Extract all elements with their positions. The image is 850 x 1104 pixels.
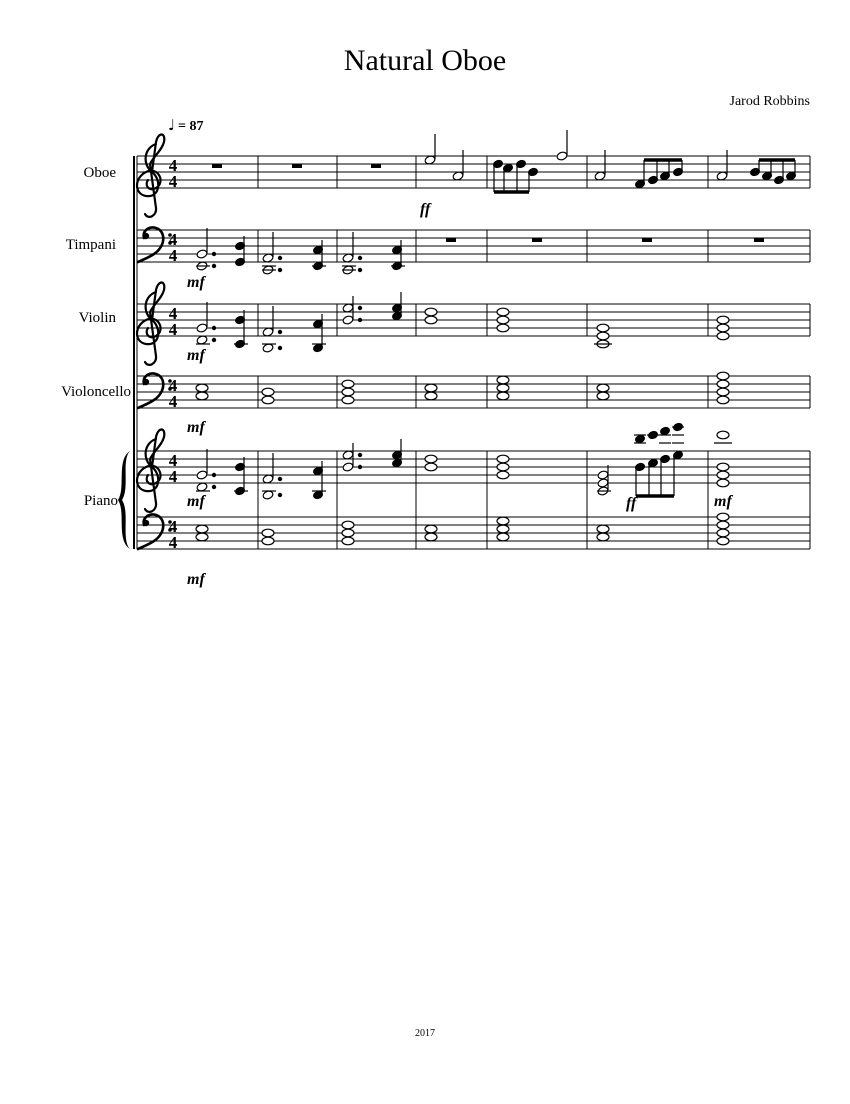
- piano-brace: [118, 451, 130, 549]
- note-whole: [717, 396, 729, 404]
- note-half: [597, 478, 609, 488]
- note-whole: [342, 529, 354, 537]
- note-eighth: [635, 434, 646, 443]
- treble-clef-icon-oboe: [137, 135, 164, 217]
- note-whole: [717, 521, 729, 529]
- note-half: [342, 315, 354, 325]
- note-whole: [425, 463, 437, 471]
- note-whole: [597, 384, 609, 392]
- note-whole: [342, 388, 354, 396]
- time-sig-top: 4: [168, 517, 178, 536]
- note-whole: [717, 463, 729, 471]
- treble-clef-icon-piano: [137, 430, 164, 512]
- note-whole: [717, 529, 729, 537]
- note-whole: [597, 324, 609, 332]
- note-whole: [497, 533, 509, 541]
- note-whole: [342, 380, 354, 388]
- piano-bass-notes: [196, 513, 729, 545]
- instrument-label-violoncello: Violoncello: [61, 384, 131, 400]
- note-whole: [717, 316, 729, 324]
- time-sig-top: 4: [168, 304, 178, 323]
- whole-rest: [446, 238, 456, 242]
- tempo-note-icon: ♩: [168, 116, 176, 134]
- note-whole: [717, 388, 729, 396]
- violin-notes: [196, 292, 729, 353]
- note-whole: [262, 388, 274, 396]
- note-whole: [497, 463, 509, 471]
- note-whole: [497, 384, 509, 392]
- note-whole: [342, 521, 354, 529]
- note-whole: [717, 471, 729, 479]
- note-whole: [425, 308, 437, 316]
- time-sig-top: 4: [168, 451, 178, 470]
- note-whole: [425, 455, 437, 463]
- note-whole: [717, 324, 729, 332]
- footer-year: 2017: [415, 1028, 435, 1039]
- note-whole: [425, 392, 437, 400]
- note-whole: [425, 384, 437, 392]
- treble-clef-icon-violin: [137, 283, 164, 365]
- oboe-rests: [212, 164, 381, 168]
- note-whole: [717, 380, 729, 388]
- whole-rest: [212, 164, 222, 168]
- cello-notes: [196, 372, 729, 404]
- note-whole: [497, 392, 509, 400]
- whole-rest: [292, 164, 302, 168]
- dynamic-mark: mf: [714, 493, 732, 510]
- dynamic-mark: mf: [187, 493, 205, 510]
- bass-clef-icon-piano: [138, 514, 172, 549]
- note-whole: [497, 455, 509, 463]
- note-half: [196, 249, 208, 259]
- instrument-label-oboe: Oboe: [83, 165, 116, 181]
- dynamic-mark: mf: [187, 274, 205, 291]
- note-whole: [497, 525, 509, 533]
- score-title: Natural Oboe: [343, 44, 507, 77]
- note-whole: [497, 376, 509, 384]
- note-whole: [717, 479, 729, 487]
- instrument-label-piano: Piano: [83, 493, 118, 509]
- piano-treble-notes: [196, 422, 732, 500]
- instrument-label-violin: Violin: [78, 310, 116, 326]
- whole-rest: [642, 238, 652, 242]
- dynamic-mark: ff: [626, 495, 637, 512]
- time-sig-bottom: 4: [168, 246, 178, 265]
- note-half: [556, 151, 568, 161]
- note-whole: [425, 316, 437, 324]
- note-half: [196, 323, 208, 333]
- note-whole: [717, 372, 729, 380]
- time-signatures: [169, 156, 178, 552]
- piano-bass-staff: [137, 517, 810, 549]
- note-whole: [497, 308, 509, 316]
- bass-clef-icon-timpani: [138, 227, 172, 262]
- time-sig-top: 4: [168, 376, 178, 395]
- note-whole: [262, 537, 274, 545]
- note-whole: [342, 537, 354, 545]
- note-whole: [717, 513, 729, 521]
- note-whole: [497, 517, 509, 525]
- oboe-staff: [137, 156, 810, 188]
- time-sig-bottom: 4: [168, 533, 178, 552]
- dynamic-mark: mf: [187, 419, 205, 436]
- time-sig-top: 4: [168, 230, 178, 249]
- note-whole: [717, 332, 729, 340]
- note-whole: [342, 396, 354, 404]
- oboe-notes: [424, 130, 796, 192]
- note-whole: [717, 537, 729, 545]
- time-sig-top: 4: [168, 156, 178, 175]
- whole-rest: [754, 238, 764, 242]
- note-whole: [425, 533, 437, 541]
- whole-rest: [532, 238, 542, 242]
- time-sig-bottom: 4: [168, 392, 178, 411]
- note-whole: [717, 431, 729, 439]
- instrument-label-timpani: Timpani: [65, 237, 116, 253]
- note-whole: [497, 324, 509, 332]
- note-whole: [196, 384, 208, 392]
- note-half: [196, 470, 208, 480]
- note-whole: [196, 392, 208, 400]
- time-sig-bottom: 4: [168, 467, 178, 486]
- note-whole: [262, 396, 274, 404]
- time-sig-bottom: 4: [168, 320, 178, 339]
- dynamic-mark: mf: [187, 571, 205, 588]
- note-half: [342, 462, 354, 472]
- timpani-notes: [196, 228, 405, 275]
- note-whole: [597, 392, 609, 400]
- tempo-marking: = 87: [178, 119, 204, 134]
- note-eighth: [660, 426, 671, 435]
- dynamic-mark: ff: [420, 201, 431, 218]
- dynamic-mark: mf: [187, 347, 205, 364]
- note-whole: [497, 316, 509, 324]
- composer-name: Jarod Robbins: [729, 94, 810, 109]
- note-whole: [597, 525, 609, 533]
- system-bracket: [134, 156, 137, 549]
- whole-rest: [371, 164, 381, 168]
- cello-staff: [137, 376, 810, 408]
- note-whole: [262, 529, 274, 537]
- note-whole: [196, 525, 208, 533]
- note-whole: [597, 533, 609, 541]
- barlines: [258, 156, 810, 549]
- note-whole: [597, 332, 609, 340]
- timpani-rests: [446, 238, 764, 242]
- note-half: [597, 470, 609, 480]
- note-whole: [196, 533, 208, 541]
- bass-clef-icon-cello: [138, 373, 172, 408]
- note-whole: [425, 525, 437, 533]
- note-whole: [497, 471, 509, 479]
- time-sig-bottom: 4: [168, 172, 178, 191]
